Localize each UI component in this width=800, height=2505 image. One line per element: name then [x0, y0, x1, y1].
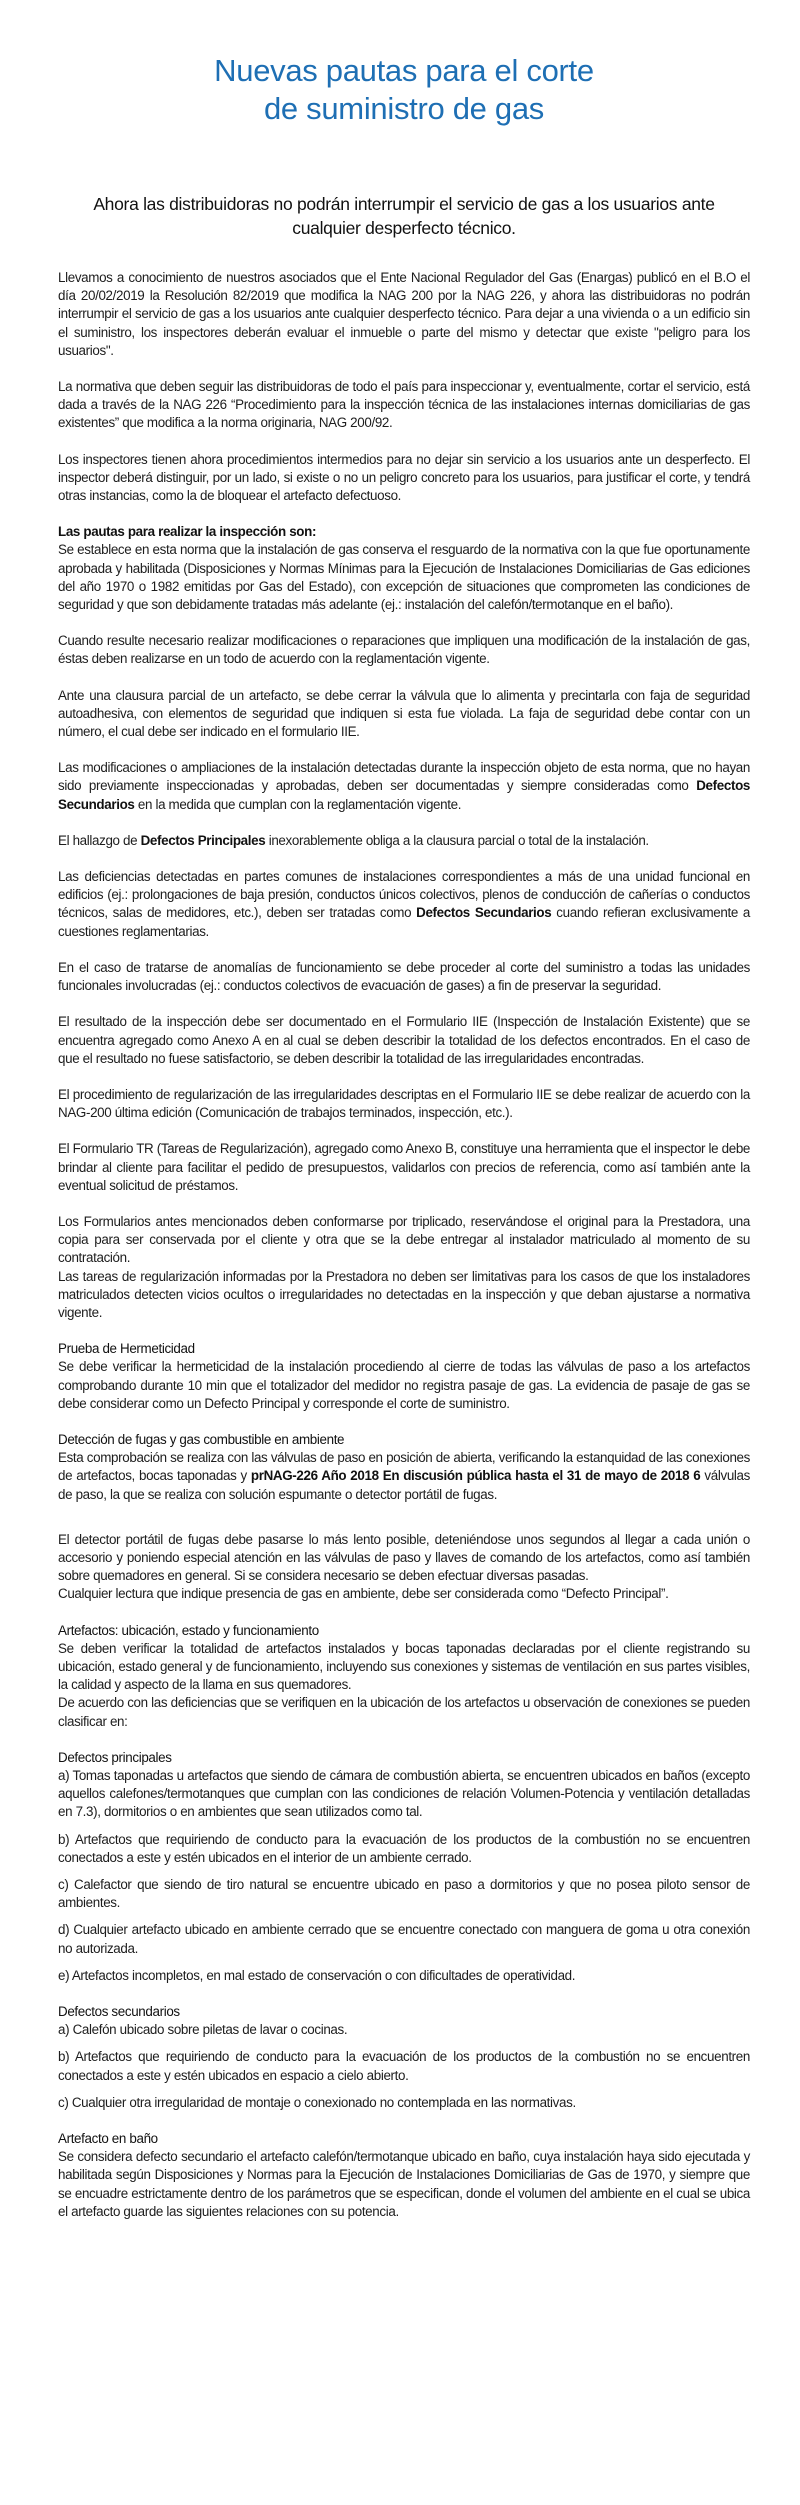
pautas-paragraph-7: En el caso de tratarse de anomalías de funcionamiento se debe proceder al corte del suministro a todas las unidades funcionales involucradas (ej.: conductos colectivos de evacuación de gases) a fin de preservar la seguridad. — [58, 959, 750, 994]
section-fugas — [58, 1431, 750, 1504]
pautas-paragraph-9: El procedimiento de regularización de las irregularidades descriptas en el Formulario IIE se debe realizar de acuerdo con la NAG-200 última edición (Comunicación de trabajos terminados, inspección, etc.). — [58, 1086, 750, 1121]
defecto-principal-item: c) Calefactor que siendo de tiro natural se encuentre ubicado en paso a dormitorios y que no posea piloto sensor de ambientes. — [58, 1877, 750, 1911]
defecto-secundario-item: a) Calefón ubicado sobre piletas de lavar o cocinas. — [58, 2022, 348, 2038]
pautas-paragraph-10: El Formulario TR (Tareas de Regularización), agregado como Anexo B, constituye una herramienta que el inspector le debe brindar al cliente para facilitar el pedido de presupuestos, validarlos con precios de referencia, como así también ante la eventual solicitud de préstamos. — [58, 1141, 751, 1193]
defecto-principal-item: d) Cualquier artefacto ubicado en ambiente cerrado que se encuentre conectado con manguera de goma u otra conexión no autorizada. — [58, 1922, 750, 1956]
section-defectos-principales — [58, 1749, 750, 1985]
section-heading-artefacto-bano: Artefacto en baño — [58, 2131, 158, 2147]
section-heading-artefactos: Artefactos: ubicación, estado y funcionamiento — [58, 1622, 319, 1638]
text-run: en la medida que cumplan con la reglamentación vigente. — [134, 796, 462, 812]
article — [58, 0, 750, 2221]
pautas-paragraph-4 — [58, 759, 750, 814]
text-run: Las modificaciones o ampliaciones de la instalación detectadas durante la inspección objeto de esta norma, que no hayan sido previamente inspeccionadas y aprobadas, deben ser documentadas y siempre consideradas como — [58, 760, 750, 794]
section-heading-pautas: Las pautas para realizar la inspección son: — [58, 524, 317, 540]
text-run: válvulas de paso, la que se realiza con solución espumante o detector portátil de fugas. — [58, 1468, 750, 1502]
section-heading-defectos-principales: Defectos principales — [58, 1749, 172, 1765]
fugas-paragraph-2: El detector portátil de fugas debe pasarse lo más lento posible, deteniéndose unos segundos al llegar a cada unión o accesorio y poniendo especial atención en las válvulas de paso y llaves de comando de los artefactos, como así también sobre quemadores en general. Si se considera necesario se deben efectuar diversas pasadas. — [58, 1531, 750, 1584]
artefactos-paragraph-1: Se deben verificar la totalidad de artefactos instalados y bocas taponadas declaradas por el cliente registrando su ubicación, estado general y de funcionamiento, incluyendo sus conexiones y sistemas de ventilación en sus partes visibles, la calidad y aspecto de la llama en sus quemadores. — [58, 1640, 750, 1693]
section-heading-hermeticidad: Prueba de Hermeticidad — [58, 1341, 195, 1357]
bano-paragraph-1: Se considera defecto secundario el artefacto calefón/termotanque ubicado en baño, cuya instalación haya sido ejecutada y habilitada según Disposiciones y Normas para la Ejecución de Instalaciones Domiciliarias de Gas de 1970, y siempre que se encuadre estrictamente dentro de los parámetros que se especifican, donde el volumen del ambiente en el cual se ubica el artefacto guarde las siguientes relaciones con su potencia. — [58, 2149, 750, 2219]
pautas-paragraph-3: Ante una clausura parcial de un artefacto, se debe cerrar la válvula que lo alimenta y precintarla con faja de seguridad autoadhesiva, con elementos de seguridad que indiquen si esta fue violada. La faja de seguridad debe contar con un número, el cual debe ser indicado en el formulario IIE. — [58, 687, 750, 740]
hermeticidad-paragraph-1: Se debe verificar la hermeticidad de la instalación procediendo al cierre de todas las válvulas de paso a los artefactos comprobando durante 10 min que el totalizador del medidor no registra pasaje de gas. La evidencia de pasaje de gas se debe considerar como un Defecto Principal y corresponde el corte de suministro. — [58, 1359, 750, 1411]
section-hermeticidad — [58, 1340, 750, 1413]
emphasis-defectos-secundarios: Defectos Secundarios — [58, 778, 750, 812]
text-run: inexorablemente obliga a la clausura parcial o total de la instalación. — [265, 832, 649, 848]
emphasis-defectos-principales: Defectos Principales — [140, 832, 266, 848]
pautas-paragraph-1: Se establece en esta norma que la instalación de gas conserva el resguardo de la normativa con la que fue oportunamente aprobada y habilitada (Disposiciones y Normas Mínimas para la Ejecución de Instalaciones Domiciliarias de Gas ediciones del año 1970 o 1982 emitidas por Gas del Estado), con excepción de situaciones que comprometen las condiciones de seguridad y que son debidamente tratadas más adelante (ej.: instalación del calefón/termotanque en el baño). — [58, 542, 750, 613]
pautas-paragraph-6 — [58, 868, 750, 941]
fugas-paragraph-1 — [58, 1449, 750, 1504]
pautas-paragraph-2: Cuando resulte necesario realizar modificaciones o reparaciones que impliquen una modificación de la instalación de gas, éstas deben realizarse en un todo de acuerdo con la reglamentación vigente. — [58, 633, 750, 667]
section-heading-defectos-secundarios: Defectos secundarios — [58, 2004, 180, 2020]
section-artefacto-bano — [58, 2130, 750, 2221]
defecto-principal-item: b) Artefactos que requiriendo de conducto para la evacuación de los productos de la combustión no se encuentren conectados a este y estén ubicados en el interior de un ambiente cerrado. — [58, 1831, 750, 1865]
pautas-paragraph-8: El resultado de la inspección debe ser documentado en el Formulario IIE (Inspección de Instalación Existente) que se encuentra agregado como Anexo A en al cual se deben describir la totalidad de los defectos encontrados. En el caso de que el resultado no fuese satisfactorio, se deben describir la totalidad de las irregularidades encontradas. — [58, 1014, 750, 1066]
defecto-secundario-item: c) Cualquier otra irregularidad de montaje o conexionado no contemplada en las normativas. — [58, 2094, 576, 2110]
title-line-2: de suministro de gas — [263, 91, 545, 126]
text-run: Las deficiencias detectadas en partes comunes de instalaciones correspondientes a más de una unidad funcional en edificios (ej.: prolongaciones de baja presión, conductos únicos colectivos, plenos de conducción de cañerías o conductos técnicos, salas de medidores, etc.), deben ser tratadas como — [58, 869, 750, 921]
section-artefactos — [58, 1622, 750, 1731]
article-subtitle: Ahora las distribuidoras no podrán interrumpir el servicio de gas a los usuarios ante cualquier desperfecto técnico. — [93, 194, 715, 238]
intro-paragraph-3: Los inspectores tienen ahora procedimientos intermedios para no dejar sin servicio a los usuarios ante un desperfecto. El inspector deberá distinguir, por un lado, si existe o no un peligro concreto para los usuarios, para justificar el corte, y tendrá otras instancias, como la de bloquear el artefacto defectuoso. — [58, 451, 750, 504]
fugas-paragraph-3: Cualquier lectura que indique presencia de gas en ambiente, debe ser considerada como “Defecto Principal”. — [58, 1586, 669, 1602]
text-run: El hallazgo de — [58, 832, 141, 848]
section-pautas — [58, 523, 750, 614]
defecto-principal-item: a) Tomas taponadas u artefactos que siendo de cámara de combustión abierta, se encuentren ubicados en baños (excepto aquellos calefones/termotanques que cumplan con las condiciones de relación Volumen-Potencia y ventilación detalladas en 7.3), dormitorios o en ambientes que sean utilizados como tal. — [58, 1768, 750, 1820]
intro-paragraph-2: La normativa que deben seguir las distribuidoras de todo el país para inspeccionar y, eventualmente, cortar el servicio, está dada a través de la NAG 226 “Procedimiento para la inspección técnica de las instalaciones internas domiciliarias de gas existentes” que modifica a la norma originaria, NAG 200/92. — [58, 379, 750, 431]
title-line-1: Nuevas pautas para el corte — [214, 53, 594, 88]
artefactos-paragraph-2: De acuerdo con las deficiencias que se verifiquen en la ubicación de los artefactos u observación de conexiones se pueden clasificar en: — [58, 1695, 750, 1729]
text-run: cuando refieran exclusivamente a cuestiones reglamentarias. — [58, 905, 750, 939]
section-defectos-secundarios — [58, 2003, 750, 2112]
defecto-principal-item: e) Artefactos incompletos, en mal estado de conservación o con dificultades de operatividad. — [58, 1967, 576, 1983]
text-run: Esta comprobación se realiza con las válvulas de paso en posición de abierta, verificando la estanquidad de las conexiones de artefactos, bocas taponadas y — [58, 1450, 750, 1484]
pautas-paragraph-5 — [58, 832, 750, 850]
section-heading-fugas: Detección de fugas y gas combustible en ambiente — [58, 1431, 345, 1447]
defecto-secundario-item: b) Artefactos que requiriendo de conducto para la evacuación de los productos de la combustión no se encuentren conectados a este y estén ubicados en espacio a cielo abierto. — [58, 2049, 750, 2083]
article-title — [58, 0, 750, 128]
article-body — [58, 269, 750, 2221]
intro-paragraph-1: Llevamos a conocimiento de nuestros asociados que el Ente Nacional Regulador del Gas (Enargas) publicó en el B.O el día 20/02/2019 la Resolución 82/2019 que modifica la NAG 200 por la NAG 226, y ahora las distribuidoras no podrán interrumpir el servicio de gas a los usuarios ante cualquier desperfecto técnico. Para dejar a una vivienda o a un edificio sin el suministro, los inspectores deberán evaluar el inmueble o parte del mismo y detectar que existe "peligro para los usuarios". — [58, 270, 750, 358]
emphasis-defectos-secundarios: Defectos Secundarios — [416, 905, 552, 921]
pautas-paragraph-12: Las tareas de regularización informadas por la Prestadora no deben ser limitativas para los casos de que los instaladores matriculados detecten vicios ocultos o irregularidades no detectadas en la inspección y que deban ajustarse a normativa vigente. — [58, 1268, 750, 1320]
emphasis-prnag: prNAG-226 Año 2018 En discusión pública hasta el 31 de mayo de 2018 6 — [250, 1468, 701, 1484]
pautas-paragraph-11: Los Formularios antes mencionados deben conformarse por triplicado, reservándose el original para la Prestadora, una copia para ser conservada por el cliente y otra que se la debe entregar al instalador matriculado al momento de su contratación. — [58, 1213, 750, 1266]
